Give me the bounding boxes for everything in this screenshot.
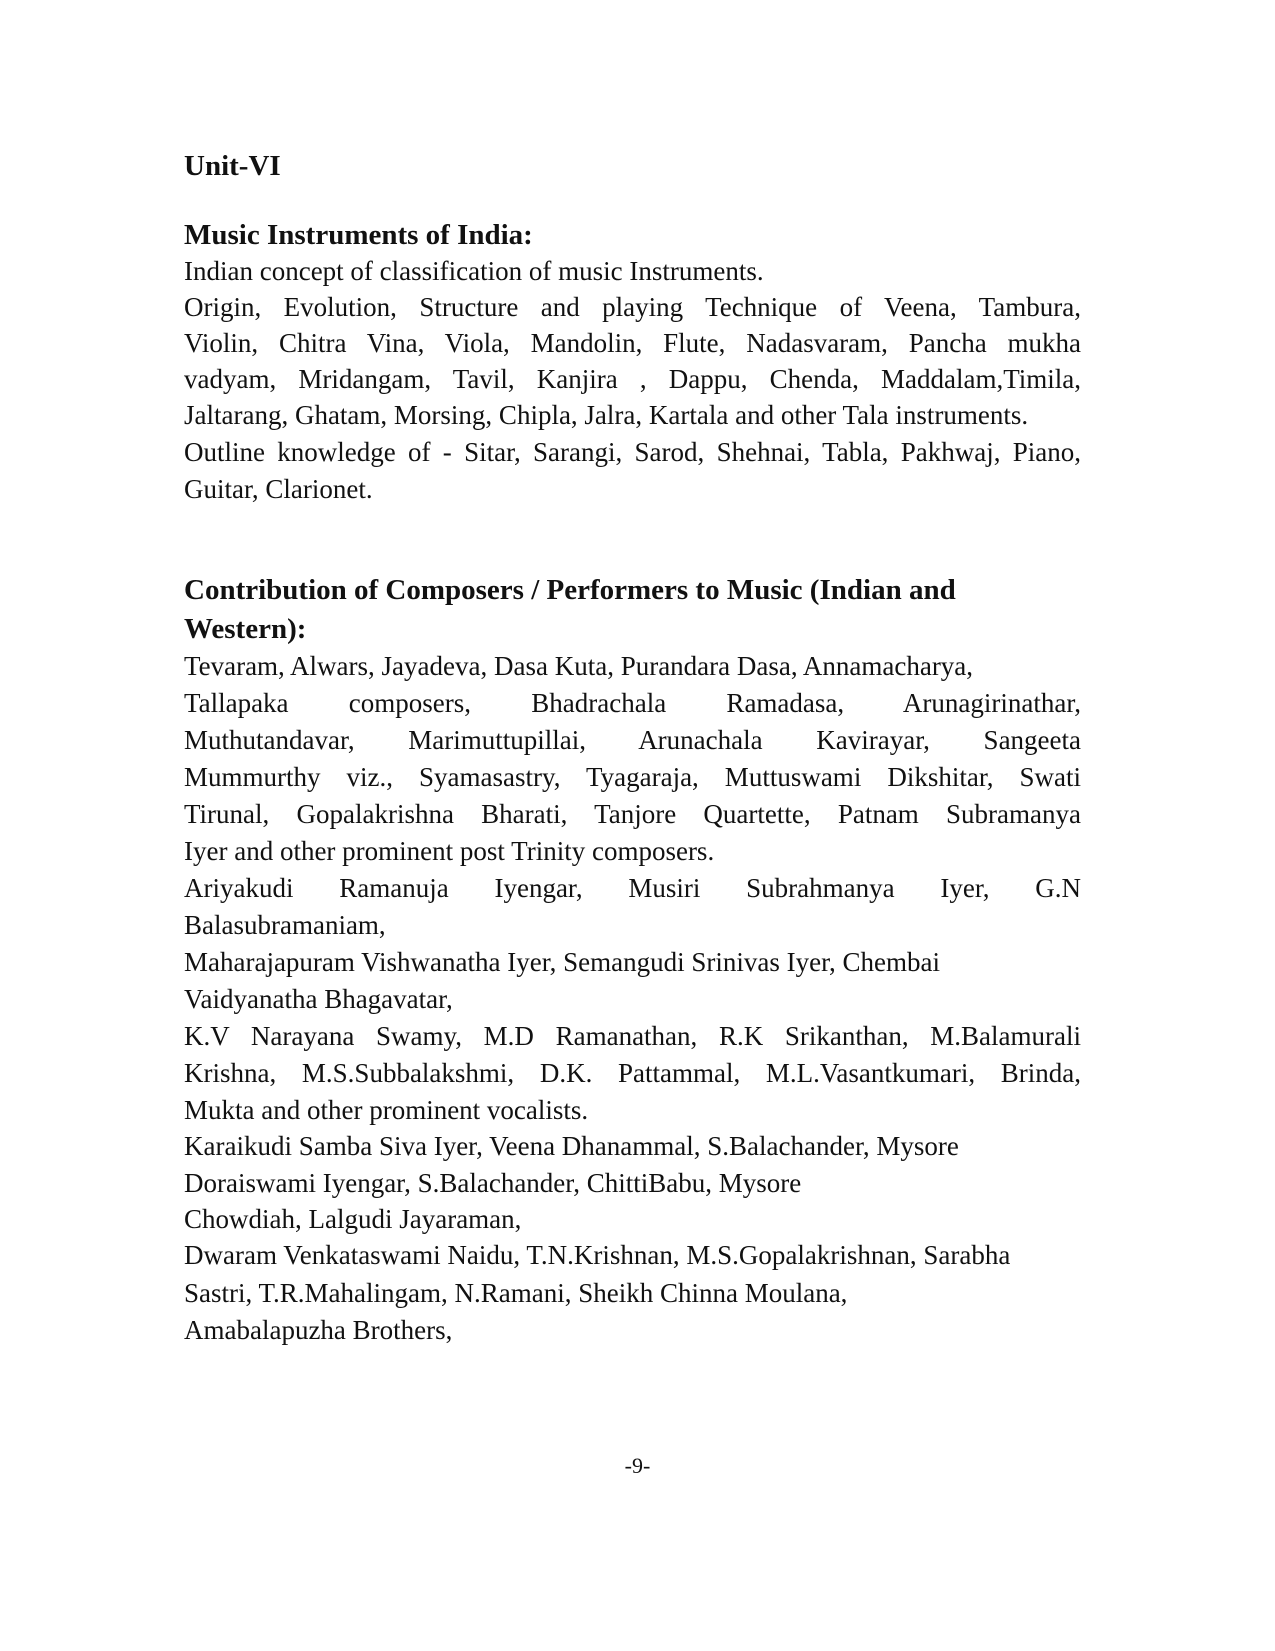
instruments-line: Indian concept of classification of music Instruments. xyxy=(184,256,764,286)
composers-line: K.V Narayana Swamy, M.D Ramanathan, R.K Srikanthan, M.Balamurali xyxy=(184,1021,1081,1051)
composers-line: Ariyakudi Ramanuja Iyengar, Musiri Subrahmanya Iyer, G.N xyxy=(184,873,1081,903)
composers-line: Maharajapuram Vishwanatha Iyer, Semangudi Srinivas Iyer, Chembai xyxy=(184,947,940,977)
instruments-line: vadyam, Mridangam, Tavil, Kanjira , Dappu, Chenda, Maddalam,Timila, xyxy=(184,364,1081,394)
composers-line: Sastri, T.R.Mahalingam, N.Ramani, Sheikh Chinna Moulana, xyxy=(184,1278,848,1308)
composers-line: Vaidyanatha Bhagavatar, xyxy=(184,984,453,1014)
composers-line: Karaikudi Samba Siva Iyer, Veena Dhanammal, S.Balachander, Mysore xyxy=(184,1131,959,1161)
composers-line: Muthutandavar, Marimuttupillai, Arunachala Kavirayar, Sangeeta xyxy=(184,725,1081,755)
instruments-line: Outline knowledge of - Sitar, Sarangi, Sarod, Shehnai, Tabla, Pakhwaj, Piano, xyxy=(184,437,1081,467)
composers-line: Dwaram Venkataswami Naidu, T.N.Krishnan, M.S.Gopalakrishnan, Sarabha xyxy=(184,1240,1011,1270)
page-number: -9- xyxy=(624,1453,651,1478)
composers-line: Doraiswami Iyengar, S.Balachander, ChittiBabu, Mysore xyxy=(184,1168,802,1198)
section-heading-composers-cont: Western): xyxy=(184,613,307,645)
composers-line: Amabalapuzha Brothers, xyxy=(184,1315,453,1345)
section-heading-composers: Contribution of Composers / Performers to Music (Indian and xyxy=(184,574,956,606)
composers-line: Krishna, M.S.Subbalakshmi, D.K. Pattammal, M.L.Vasantkumari, Brinda, xyxy=(184,1058,1081,1088)
section-heading-instruments: Music Instruments of India: xyxy=(184,219,533,251)
composers-line: Tevaram, Alwars, Jayadeva, Dasa Kuta, Purandara Dasa, Annamacharya, xyxy=(184,651,974,681)
composers-line: Mukta and other prominent vocalists. xyxy=(184,1095,589,1125)
composers-line: Iyer and other prominent post Trinity composers. xyxy=(184,836,715,866)
composers-line: Balasubramaniam, xyxy=(184,910,386,940)
composers-line: Chowdiah, Lalgudi Jayaraman, xyxy=(184,1204,522,1234)
unit-title: Unit-VI xyxy=(184,150,281,182)
composers-line: Mummurthy viz., Syamasastry, Tyagaraja, Muttuswami Dikshitar, Swati xyxy=(184,762,1081,792)
instruments-line: Guitar, Clarionet. xyxy=(184,474,373,504)
instruments-line: Origin, Evolution, Structure and playing Technique of Veena, Tambura, xyxy=(184,292,1081,322)
composers-line: Tallapaka composers, Bhadrachala Ramadasa, Arunagirinathar, xyxy=(184,688,1081,718)
composers-line: Tirunal, Gopalakrishna Bharati, Tanjore Quartette, Patnam Subramanya xyxy=(184,799,1081,829)
instruments-line: Violin, Chitra Vina, Viola, Mandolin, Flute, Nadasvaram, Pancha mukha xyxy=(184,328,1081,358)
instruments-line: Jaltarang, Ghatam, Morsing, Chipla, Jalra, Kartala and other Tala instruments. xyxy=(184,400,1029,430)
